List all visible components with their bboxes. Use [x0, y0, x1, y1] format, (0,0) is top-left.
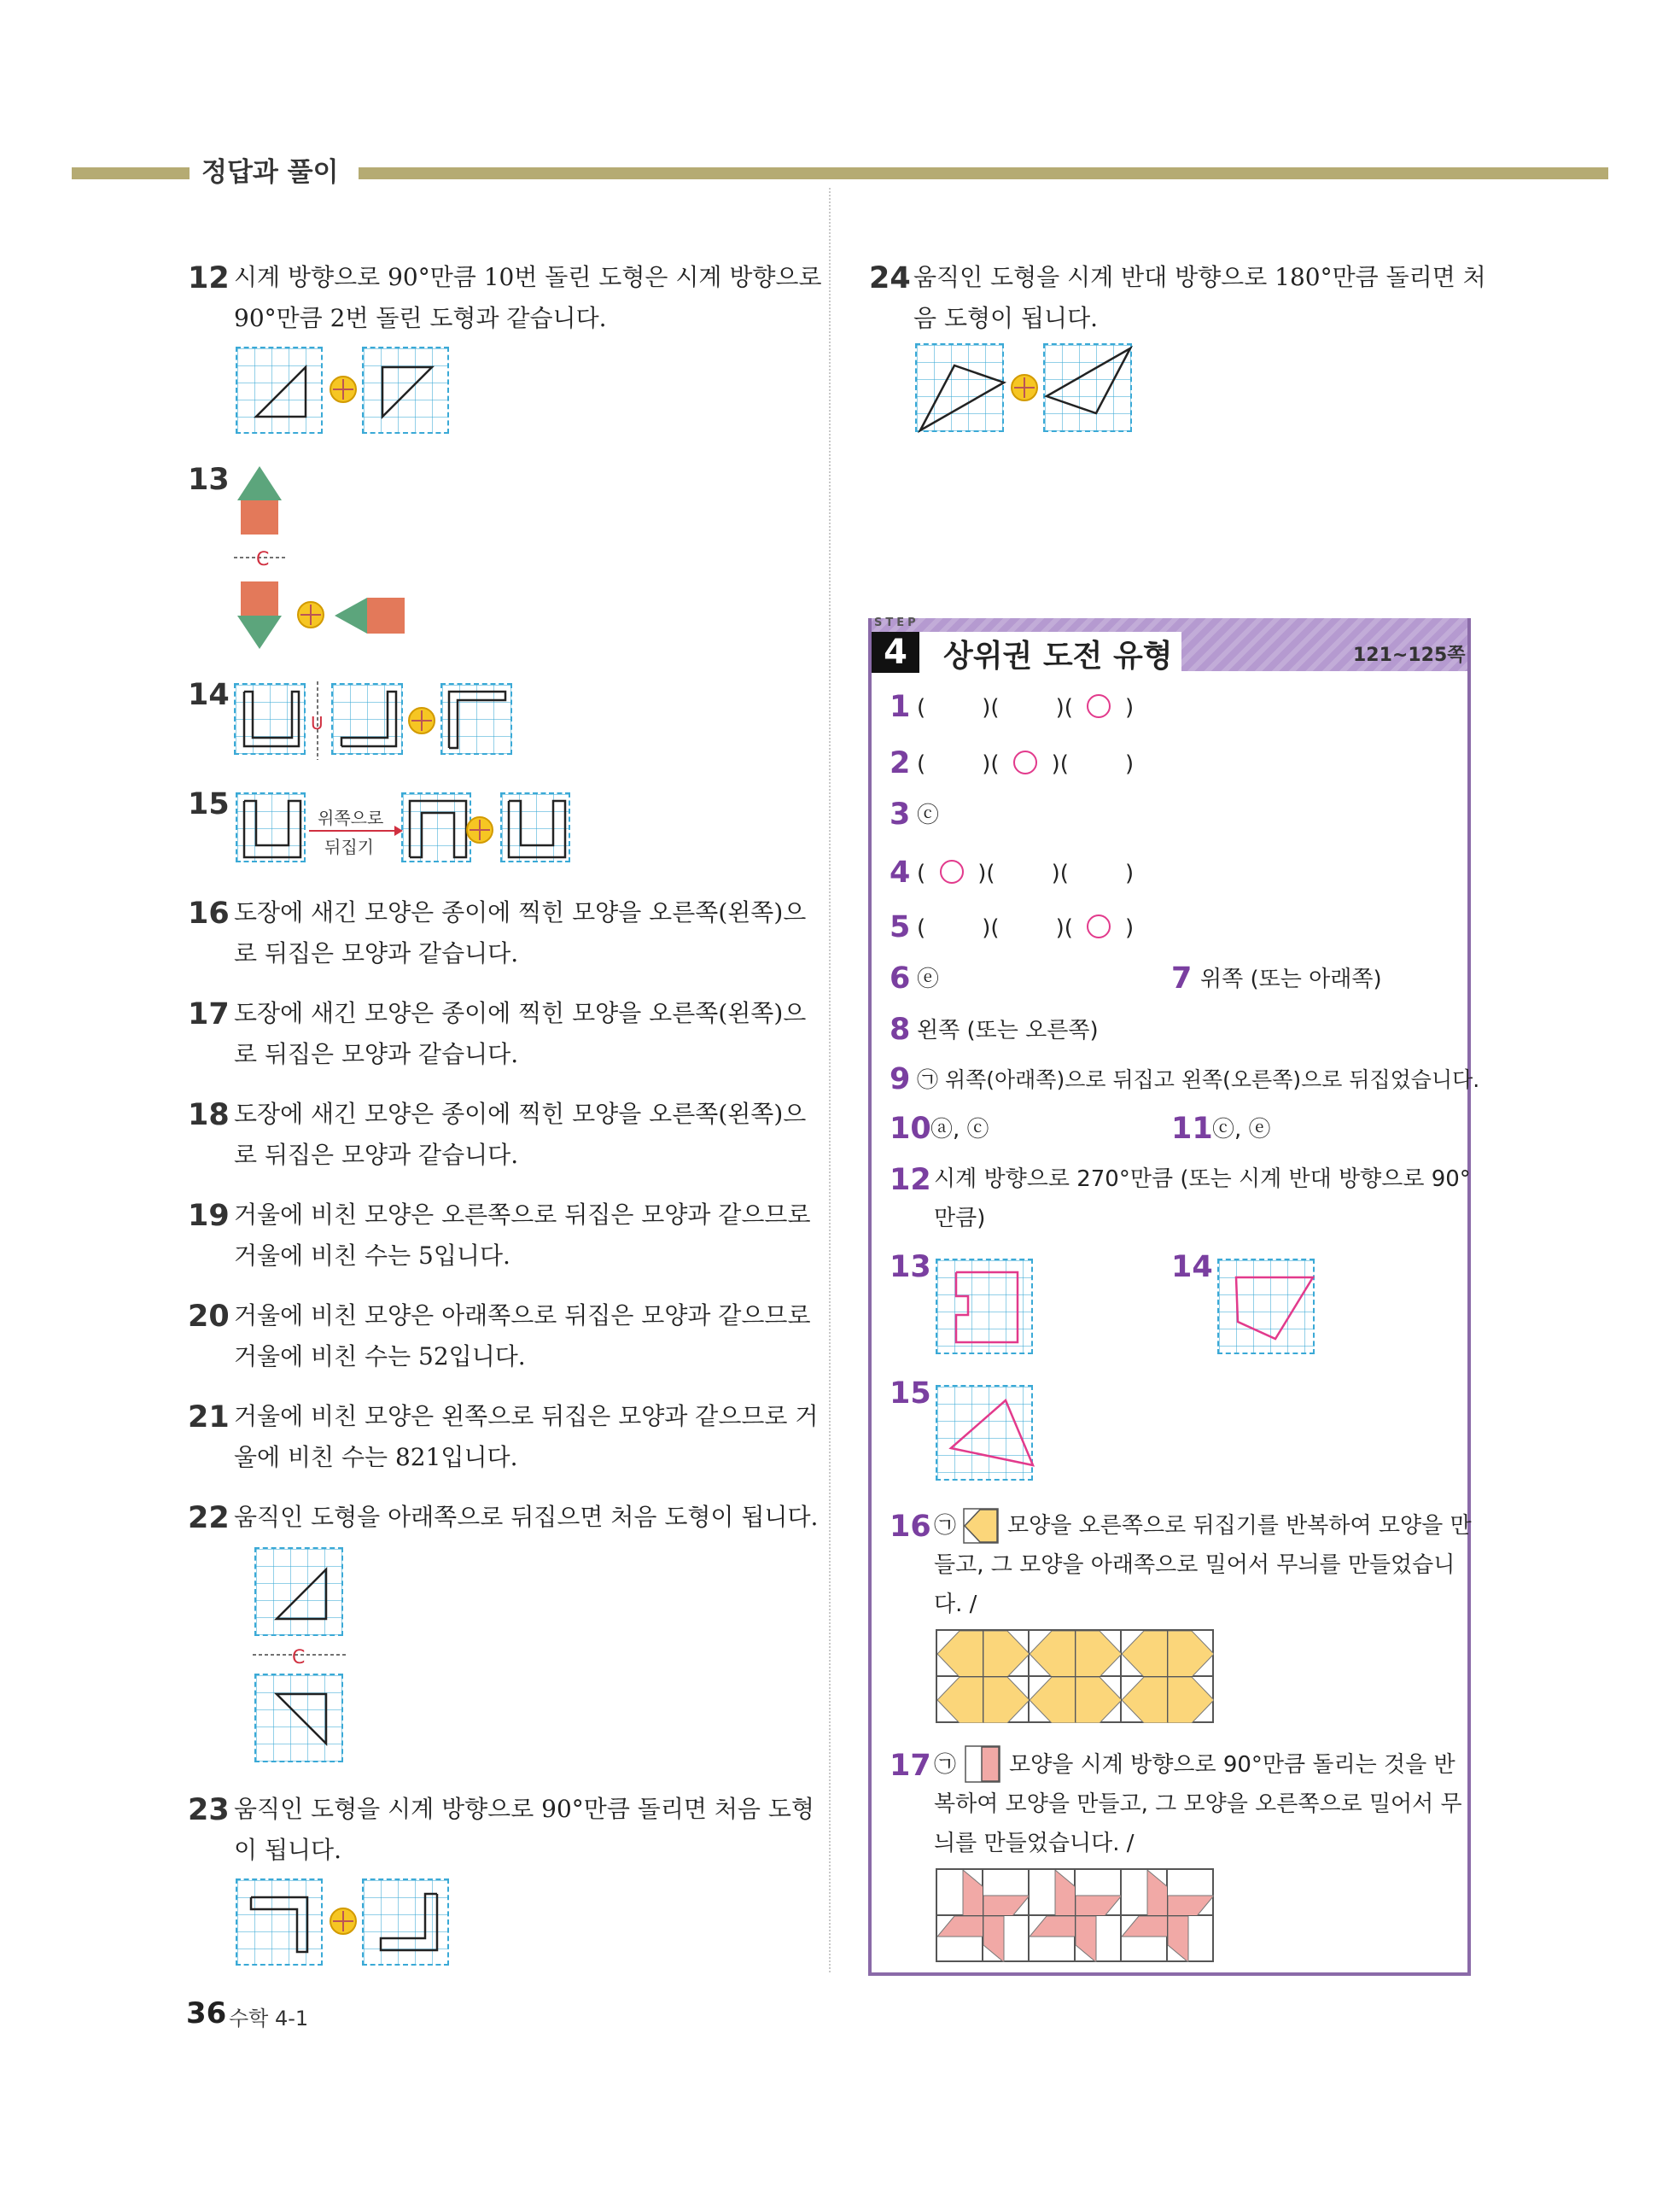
step4-q13-number: 13 [890, 1250, 931, 1284]
tile [1121, 1915, 1167, 1961]
step4-q12-line1: 시계 방향으로 270°만큼 (또는 시계 반대 방향으로 90° [934, 1166, 1471, 1192]
q15-grid-1 [236, 792, 306, 862]
tile [1121, 1630, 1167, 1676]
q14-grid-1 [234, 683, 306, 755]
svg-text:C: C [292, 1647, 306, 1667]
q21-line2: 울에 비친 수는 821입니다. [234, 1443, 518, 1471]
page-number: 36 [186, 1996, 227, 2030]
answer-6-number: 6 [890, 961, 911, 996]
answer-2-number: 2 [890, 746, 911, 780]
q23-line2: 이 됩니다. [234, 1836, 341, 1864]
q19-line1: 거울에 비친 모양은 오른쪽으로 뒤집은 모양과 같으므로 [234, 1201, 811, 1229]
step4-q17-line2: 복하여 모양을 만들고, 그 모양을 오른쪽으로 밀어서 무 [934, 1791, 1462, 1817]
answer-11-number: 11 [1171, 1112, 1213, 1146]
q12-line1: 시계 방향으로 90°만큼 10번 돌린 도형은 시계 방향으로 [234, 263, 822, 291]
answer-11-text: ⓒ, ⓔ [1212, 1117, 1271, 1142]
q14-number: 14 [188, 678, 230, 712]
q14-grid-3 [440, 683, 512, 755]
q20-number: 20 [188, 1300, 230, 1334]
step4-q17-tiling [936, 1868, 1214, 1962]
q12-triangle-after [364, 348, 451, 435]
answer-7-number: 7 [1171, 961, 1193, 996]
circle-mark [1013, 751, 1037, 774]
q22-number: 22 [188, 1501, 230, 1535]
circle-mark [940, 860, 964, 884]
rotation-symbol-icon [1011, 374, 1038, 401]
svg-text:U: U [311, 713, 324, 733]
q24-line2: 음 도형이 됩니다. [913, 304, 1099, 332]
q23-grid-after [362, 1878, 449, 1966]
step4-title: 상위권 도전 유형 [943, 639, 1173, 674]
q15-grid-2 [401, 792, 471, 862]
step4-q17-pattern-icon [965, 1745, 1000, 1783]
tile [1029, 1869, 1075, 1915]
step4-q15-number: 15 [890, 1376, 931, 1411]
footer-subject: 수학 4-1 [229, 2007, 309, 2030]
q13-rotated-figure [335, 594, 420, 637]
column-divider [829, 188, 831, 1972]
tile [1029, 1630, 1075, 1676]
q12-line2: 90°만큼 2번 돌린 도형과 같습니다. [234, 304, 607, 332]
tile [1167, 1915, 1213, 1961]
step4-q16-tiling [936, 1629, 1214, 1723]
rotation-symbol-icon [330, 1908, 357, 1935]
step4-q17-example-mark: ㉠ [934, 1752, 957, 1778]
q24-grid-after [1043, 343, 1132, 432]
q24-line1: 움직인 도형을 시계 반대 방향으로 180°만큼 돌리면 처 [913, 263, 1486, 291]
step4-q15-grid [936, 1385, 1033, 1481]
answer-2-text: ( )( )( ) [917, 751, 1135, 777]
q13-bottom-triangle [237, 616, 282, 649]
tile [983, 1869, 1029, 1915]
q21-line1: 거울에 비친 모양은 왼쪽으로 뒤집은 모양과 같으므로 거 [234, 1402, 819, 1430]
q12-triangle-before [237, 348, 324, 435]
tile [983, 1630, 1029, 1676]
q17-line1: 도장에 새긴 모양은 종이에 찍힌 모양을 오른쪽(왼쪽)으 [234, 999, 807, 1027]
step4-q16-line3: 다. / [934, 1592, 977, 1617]
header-bar-right [359, 167, 1608, 179]
answer-8-text: 왼쪽 (또는 오른쪽) [917, 1018, 1099, 1043]
tile [1121, 1869, 1167, 1915]
step4-q16-example-mark: ㉠ [934, 1513, 957, 1539]
answer-1-text: ( )( )( ) [917, 695, 1135, 721]
step4-q16-line2: 들고, 그 모양을 아래쪽으로 밀어서 무늬를 만들었습니 [934, 1552, 1455, 1578]
tile [1167, 1676, 1213, 1722]
q24-grid-before [915, 343, 1004, 432]
answer-1-number: 1 [890, 690, 911, 724]
step4-q17-line3: 늬를 만들었습니다. / [934, 1831, 1135, 1856]
step4-q13-grid [936, 1259, 1033, 1354]
q18-number: 18 [188, 1098, 230, 1132]
q14-grid-2 [331, 683, 403, 755]
q17-line2: 로 뒤집은 모양과 같습니다. [234, 1040, 519, 1068]
tile [1167, 1630, 1213, 1676]
q14-mirror-line [309, 681, 326, 760]
q12-grid-after [362, 347, 449, 434]
q23-line1: 움직인 도형을 시계 방향으로 90°만큼 돌리면 처음 도형 [234, 1795, 814, 1823]
q15-arrow-bottom: 뒤집기 [324, 837, 374, 857]
q16-line2: 로 뒤집은 모양과 같습니다. [234, 939, 519, 967]
answer-10-text: ⓐ, ⓒ [930, 1117, 989, 1142]
tile [1075, 1869, 1121, 1915]
q19-line2: 거울에 비친 수는 5입니다. [234, 1242, 510, 1270]
tile [1029, 1915, 1075, 1961]
q23-grid-before [236, 1878, 323, 1966]
answer-5-text: ( )( )( ) [917, 915, 1135, 941]
step4-q17-line1: 모양을 시계 방향으로 90°만큼 돌리는 것을 반 [1009, 1752, 1455, 1778]
q13-number: 13 [188, 463, 230, 497]
q22-grid-top [254, 1547, 343, 1636]
tile [936, 1630, 983, 1676]
q18-line1: 도장에 새긴 모양은 종이에 찍힌 모양을 오른쪽(왼쪽)으 [234, 1100, 807, 1128]
svg-text:C: C [256, 549, 270, 570]
tile [936, 1915, 983, 1961]
q23-number: 23 [188, 1793, 230, 1827]
rotation-symbol-icon [408, 707, 435, 734]
q22-mirror-line [253, 1645, 347, 1667]
answer-6-text: ⓔ [917, 967, 940, 992]
q15-number: 15 [188, 787, 230, 821]
q20-line1: 거울에 비친 모양은 아래쪽으로 뒤집은 모양과 같으므로 [234, 1301, 811, 1329]
q21-number: 21 [188, 1400, 230, 1434]
step4-q17-number: 17 [890, 1749, 931, 1783]
q15-arrow-top: 위쪽으로 [318, 808, 384, 828]
tile [1029, 1676, 1075, 1722]
answer-4-number: 4 [890, 856, 911, 890]
q13-bottom-square [241, 581, 278, 616]
q12-number: 12 [188, 261, 230, 295]
circle-mark [1087, 694, 1111, 718]
rotation-symbol-icon [466, 816, 493, 844]
q19-number: 19 [188, 1199, 230, 1233]
answer-3-text: ⓒ [917, 803, 940, 828]
step-label: STEP [874, 616, 919, 629]
answer-10-number: 10 [890, 1112, 931, 1146]
q17-number: 17 [188, 997, 230, 1031]
step4-pages: 121~125쪽 [1353, 645, 1466, 666]
q13-top-triangle [237, 466, 282, 500]
q22-line1: 움직인 도형을 아래쪽으로 뒤집으면 처음 도형이 됩니다. [234, 1503, 819, 1531]
tile [1075, 1676, 1121, 1722]
answer-9-number: 9 [890, 1062, 911, 1096]
q22-grid-bottom [254, 1674, 343, 1762]
tile [983, 1915, 1029, 1961]
q16-number: 16 [188, 897, 230, 931]
answer-9-text: ㉠ 위쪽(아래쪽)으로 뒤집고 왼쪽(오른쪽)으로 뒤집었습니다. [917, 1067, 1480, 1092]
answer-5-number: 5 [890, 910, 911, 944]
header-bar-left [72, 167, 190, 179]
step4-q14-number: 14 [1171, 1250, 1213, 1284]
rotation-symbol-icon [297, 601, 324, 628]
q15-grid-3 [500, 792, 570, 862]
tile [1167, 1869, 1213, 1915]
tile [936, 1869, 983, 1915]
answer-4-text: ( )( )( ) [917, 861, 1135, 886]
page-header-title: 정답과 풀이 [201, 157, 339, 188]
q13-top-square [241, 500, 278, 535]
step4-q12-number: 12 [890, 1163, 931, 1197]
step4-q14-grid [1217, 1259, 1315, 1354]
tile [983, 1676, 1029, 1722]
step4-q12-line2: 만큼) [934, 1206, 986, 1231]
step4-q16-line1: 모양을 오른쪽으로 뒤집기를 반복하여 모양을 만 [1007, 1513, 1472, 1539]
circle-mark [1087, 914, 1111, 938]
q16-line1: 도장에 새긴 모양은 종이에 찍힌 모양을 오른쪽(왼쪽)으 [234, 898, 807, 926]
answer-7-text: 위쪽 (또는 아래쪽) [1200, 967, 1382, 992]
step4-q16-number: 16 [890, 1510, 931, 1544]
answer-3-number: 3 [890, 798, 911, 832]
tile [1121, 1676, 1167, 1722]
q20-line2: 거울에 비친 수는 52입니다. [234, 1342, 526, 1370]
answer-8-number: 8 [890, 1013, 911, 1047]
tile [1075, 1630, 1121, 1676]
q12-grid-before [236, 347, 323, 434]
step-number: 4 [872, 632, 919, 673]
tile [1075, 1915, 1121, 1961]
q24-number: 24 [869, 261, 911, 295]
q18-line2: 로 뒤집은 모양과 같습니다. [234, 1141, 519, 1169]
rotation-symbol-icon [330, 376, 357, 403]
tile [936, 1676, 983, 1722]
step4-q16-pattern-icon [963, 1508, 999, 1544]
